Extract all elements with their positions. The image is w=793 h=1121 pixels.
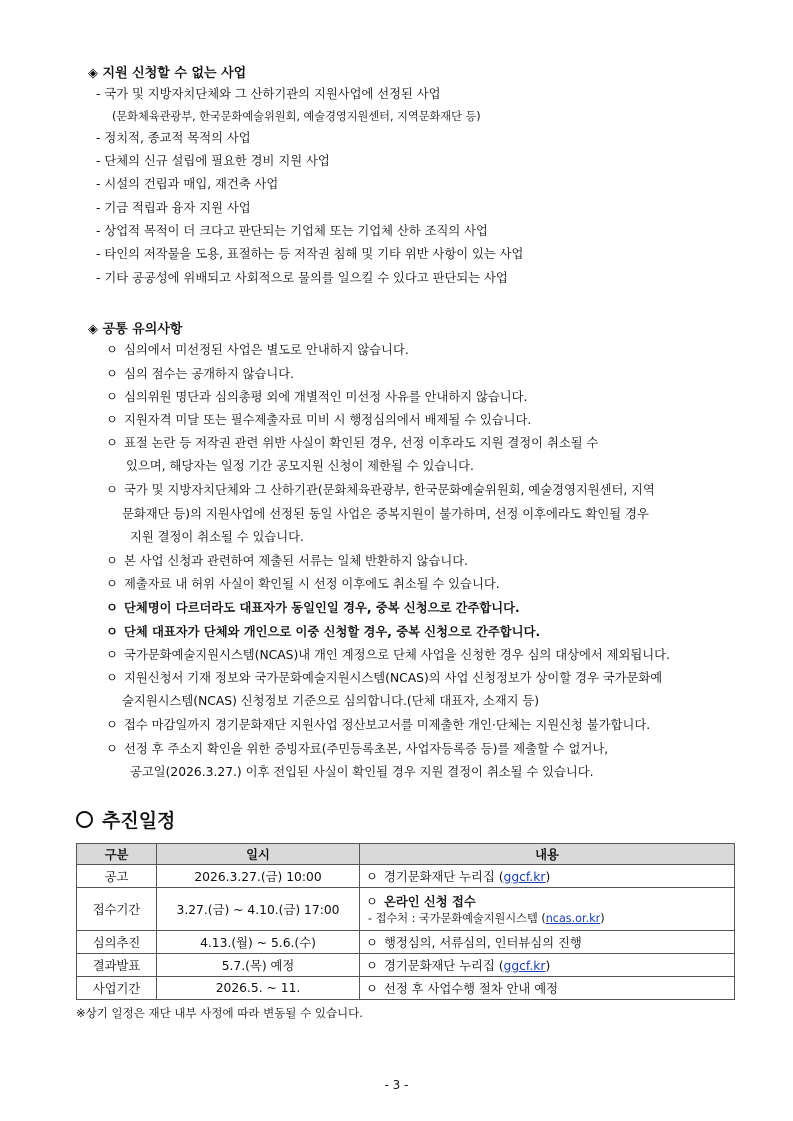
header-date: 일시 xyxy=(157,844,360,865)
list-item xyxy=(106,389,527,406)
ncas-link[interactable]: ncas.or.kr xyxy=(545,912,601,925)
row-label: 결과발표 xyxy=(77,954,157,977)
table-row xyxy=(77,888,735,931)
circle-bullet-icon: ㅇ xyxy=(106,625,118,639)
list-item xyxy=(106,717,650,734)
circle-bullet-icon: ㅇ xyxy=(106,577,118,591)
list-item xyxy=(106,342,409,359)
row-content-text: 경기문화재단 누리집 ( xyxy=(384,870,504,884)
list-item-text: 국가문화예술지원시스템(NCAS)내 개인 계정으로 단체 사업을 신청한 경우 심의 대상에서 제외됩니다. xyxy=(124,648,670,662)
list-item: (문화체육관광부, 한국문화예술위원회, 예술경영지원센터, 지역문화재단 등) xyxy=(112,110,481,123)
row-content-sub xyxy=(368,910,728,926)
list-item: - 국가 및 지방자치단체와 그 산하기관의 지원사업에 선정된 사업 xyxy=(96,87,441,101)
list-item-continuation: 술지원시스템(NCAS) 신청정보 기준으로 심의합니다.(단체 대표자, 소재지 등) xyxy=(122,694,540,708)
list-item xyxy=(106,670,662,687)
circle-bullet-icon: ㅇ xyxy=(106,436,118,450)
schedule-table xyxy=(76,843,735,1000)
list-item: - 기타 공공성에 위배되고 사회적으로 물의를 일으킬 수 있다고 판단되는 사업 xyxy=(96,271,508,285)
table-header-row xyxy=(77,844,735,865)
row-content-text: 경기문화재단 누리집 ( xyxy=(384,959,504,973)
circle-bullet-icon: ㅇ xyxy=(366,870,378,884)
list-item xyxy=(106,647,670,664)
table-row xyxy=(77,865,735,888)
list-item: - 타인의 저작물을 도용, 표절하는 등 저작권 침해 및 기타 위반 사항이 있는 사업 xyxy=(96,247,524,261)
row-content xyxy=(360,888,735,931)
list-item xyxy=(106,553,468,570)
table-row xyxy=(77,954,735,977)
row-content-text: 행정심의, 서류심의, 인터뷰심의 진행 xyxy=(384,936,582,950)
list-item xyxy=(106,366,294,383)
list-item-text: 지원신청서 기재 정보와 국가문화예술지원시스템(NCAS)의 사업 신청정보가 상이할 경우 국가문화예 xyxy=(124,671,663,685)
row-date: 3.27.(금) ~ 4.10.(금) 17:00 xyxy=(157,888,360,931)
row-date: 2026.3.27.(금) 10:00 xyxy=(157,865,360,888)
list-item xyxy=(106,435,598,452)
row-date: 4.13.(월) ~ 5.6.(수) xyxy=(157,931,360,954)
circle-bullet-icon: ㅇ xyxy=(106,601,118,615)
circle-bullet-icon: ㅇ xyxy=(106,367,118,381)
row-content xyxy=(360,954,735,977)
list-item-text: 심의 점수는 공개하지 않습니다. xyxy=(124,367,295,381)
row-date: 2026.5. ~ 11. xyxy=(157,977,360,1000)
list-item-text: 지원자격 미달 또는 필수제출자료 미비 시 행정심의에서 배제될 수 있습니다. xyxy=(124,413,532,427)
circle-bullet-icon: ㅇ xyxy=(106,554,118,568)
row-content-text: 선정 후 사업수행 절차 안내 예정 xyxy=(384,982,558,996)
circle-bullet-icon: ㅇ xyxy=(366,959,378,973)
circle-bullet-icon: ㅇ xyxy=(106,648,118,662)
row-date: 5.7.(목) 예정 xyxy=(157,954,360,977)
schedule-heading-text: 추진일정 xyxy=(102,810,176,832)
ggcf-link[interactable]: ggcf.kr xyxy=(503,870,546,884)
list-item xyxy=(106,741,608,758)
list-item: - 정치적, 종교적 목적의 사업 xyxy=(96,131,251,145)
circle-bullet-icon: ㅇ xyxy=(106,742,118,756)
row-content-tail: ) xyxy=(545,959,551,973)
list-item-text: 단체 대표자가 단체와 개인으로 이중 신청할 경우, 중복 신청으로 간주합니다. xyxy=(124,625,541,639)
header-content: 내용 xyxy=(360,844,735,865)
list-item-text: 표절 논란 등 저작권 관련 위반 사실이 확인된 경우, 선정 이후라도 지원 결정이 취소될 수 xyxy=(124,436,599,450)
page-number: - 3 - xyxy=(384,1078,409,1092)
table-row xyxy=(77,931,735,954)
row-content-text: 온라인 신청 접수 xyxy=(384,895,476,909)
circle-icon xyxy=(76,811,93,828)
list-item: - 상업적 목적이 더 크다고 판단되는 기업체 또는 기업체 산하 조직의 사업 xyxy=(96,224,488,238)
row-label: 사업기간 xyxy=(77,977,157,1000)
list-item-text: 제출자료 내 허위 사실이 확인될 시 선정 이후에도 취소될 수 있습니다. xyxy=(124,577,500,591)
section-title-ineligible: ◈ 지원 신청할 수 없는 사업 xyxy=(88,66,247,81)
schedule-heading xyxy=(76,806,175,833)
row-label: 심의추진 xyxy=(77,931,157,954)
circle-bullet-icon: ㅇ xyxy=(106,718,118,732)
list-item-text: 심의위원 명단과 심의총평 외에 개별적인 미선정 사유를 안내하지 않습니다. xyxy=(124,390,528,404)
row-label: 접수기간 xyxy=(77,888,157,931)
list-item-text: 본 사업 신청과 관련하여 제출된 서류는 일체 반환하지 않습니다. xyxy=(124,554,469,568)
list-item: - 단체의 신규 설립에 필요한 경비 지원 사업 xyxy=(96,154,330,168)
list-item-text: 단체명이 다르더라도 대표자가 동일인일 경우, 중복 신청으로 간주합니다. xyxy=(124,601,520,615)
list-item xyxy=(106,600,520,617)
circle-bullet-icon: ㅇ xyxy=(106,483,118,497)
list-item: - 기금 적립과 융자 지원 사업 xyxy=(96,201,251,215)
list-item-text: 선정 후 주소지 확인을 위한 증빙자료(주민등록초본, 사업자등록증 등)를 제출할 수 없거나, xyxy=(124,742,609,756)
list-item-continuation: 공고일(2026.3.27.) 이후 전입된 사실이 확인될 경우 지원 결정이 취소될 수 있습니다. xyxy=(130,765,594,779)
list-item-continuation: 지원 결정이 취소될 수 있습니다. xyxy=(130,530,304,544)
list-item-text: 국가 및 지방자치단체와 그 산하기관(문화체육관광부, 한국문화예술위원회, 예술경영지원센터, 지역 xyxy=(124,483,655,497)
circle-bullet-icon: ㅇ xyxy=(366,936,378,950)
circle-bullet-icon: ㅇ xyxy=(106,390,118,404)
circle-bullet-icon: ㅇ xyxy=(106,413,118,427)
circle-bullet-icon: ㅇ xyxy=(106,671,118,685)
list-item xyxy=(106,624,540,641)
row-content xyxy=(360,865,735,888)
section-title-common-notes: ◈ 공통 유의사항 xyxy=(88,322,183,337)
header-category: 구분 xyxy=(77,844,157,865)
row-label: 공고 xyxy=(77,865,157,888)
row-content xyxy=(360,977,735,1000)
list-item xyxy=(106,482,655,499)
list-item-text: 접수 마감일까지 경기문화재단 지원사업 정산보고서를 미제출한 개인·단체는 지원신청 불가합니다. xyxy=(124,718,651,732)
list-item: - 시설의 건립과 매입, 재건축 사업 xyxy=(96,177,279,191)
row-sub-tail: ) xyxy=(600,912,605,925)
list-item xyxy=(106,412,531,429)
schedule-note: ※상기 일정은 재단 내부 사정에 따라 변동될 수 있습니다. xyxy=(76,1006,363,1020)
list-item-text: 심의에서 미선정된 사업은 별도로 안내하지 않습니다. xyxy=(124,343,409,357)
ggcf-link[interactable]: ggcf.kr xyxy=(503,959,546,973)
row-content-tail: ) xyxy=(545,870,551,884)
list-item-continuation: 있으며, 해당자는 일정 기간 공모지원 신청이 제한될 수 있습니다. xyxy=(126,459,474,473)
circle-bullet-icon: ㅇ xyxy=(106,343,118,357)
list-item-continuation: 문화재단 등)의 지원사업에 선정된 동일 사업은 중복지원이 불가하며, 선정 이후에라도 확인될 경우 xyxy=(122,507,649,521)
circle-bullet-icon: ㅇ xyxy=(366,982,378,996)
row-sub-text: - 접수처 : 국가문화예술지원시스템 ( xyxy=(368,912,546,925)
row-content xyxy=(360,931,735,954)
circle-bullet-icon: ㅇ xyxy=(366,895,378,909)
table-row xyxy=(77,977,735,1000)
list-item xyxy=(106,576,500,593)
